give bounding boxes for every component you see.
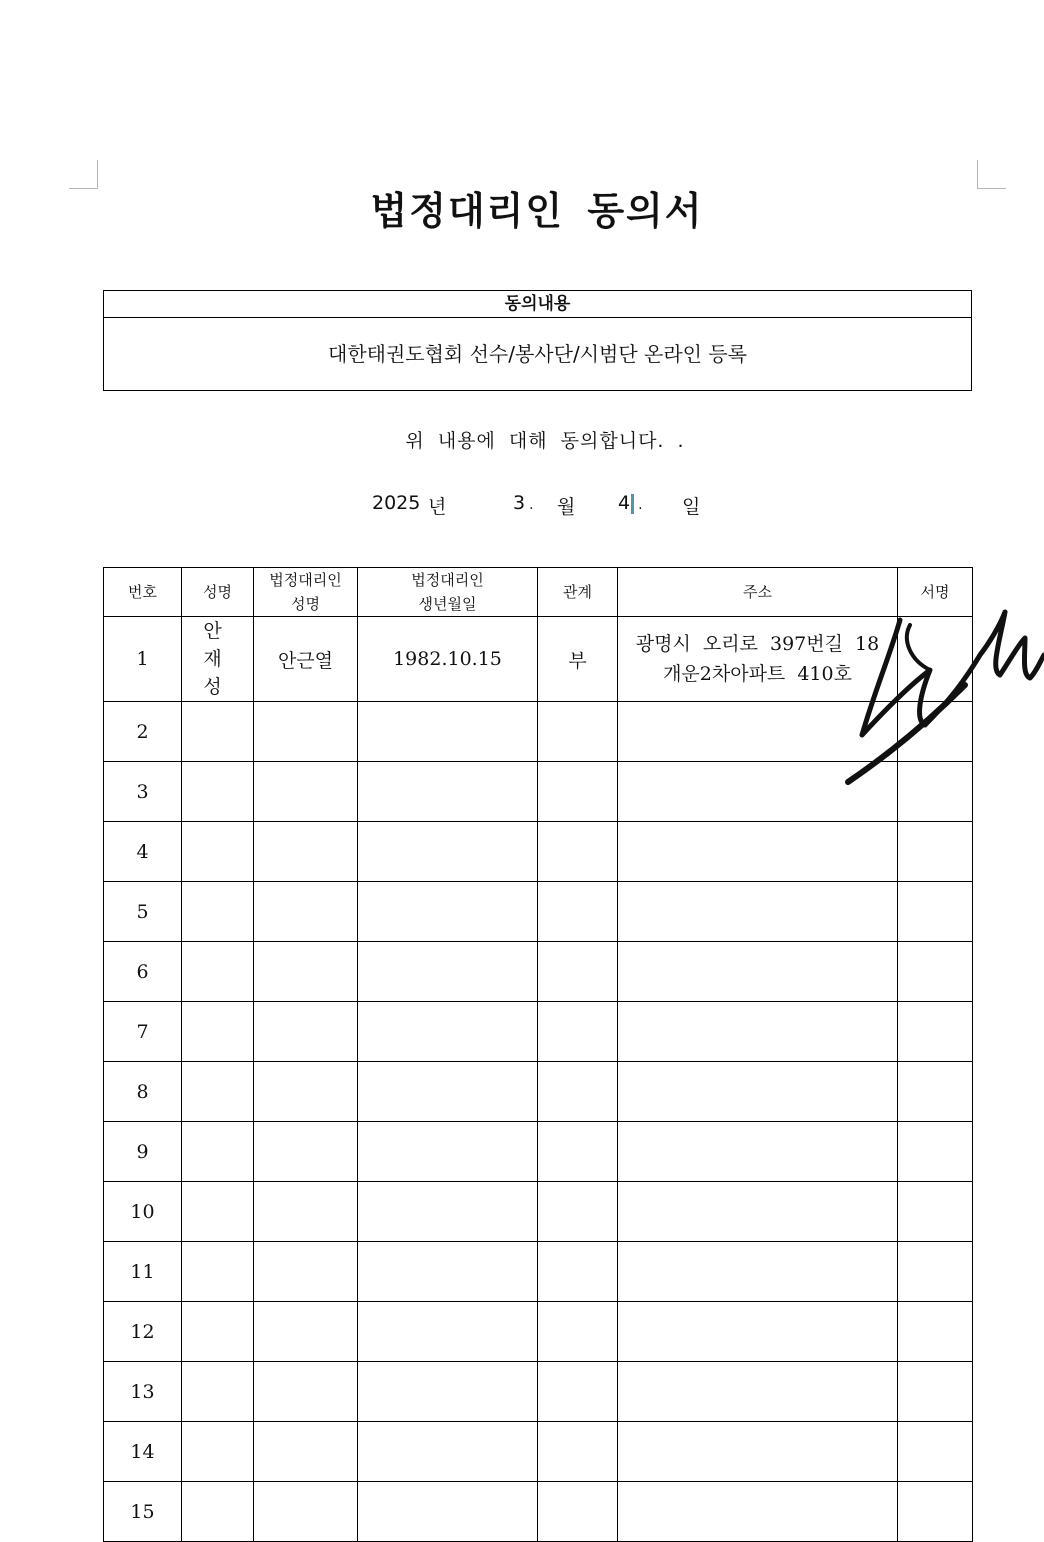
guardian-birth-cell[interactable] <box>358 1422 538 1482</box>
guardian-birth-cell[interactable] <box>358 1362 538 1422</box>
relation-cell[interactable] <box>538 1122 618 1182</box>
table-row <box>104 1062 973 1122</box>
table-row <box>104 1482 973 1542</box>
table-header-row <box>104 568 973 617</box>
text-cursor <box>631 494 634 514</box>
table-row <box>104 1242 973 1302</box>
signature-cell[interactable] <box>898 1302 973 1362</box>
table-row <box>104 1122 973 1182</box>
consent-box <box>103 290 972 391</box>
name-cell[interactable]: 안 재 성 <box>182 617 254 702</box>
header-guardian-birth: 법정대리인 생년월일 <box>358 568 538 617</box>
signature-cell[interactable] <box>898 1422 973 1482</box>
row-number: 14 <box>104 1422 182 1482</box>
row-number: 6 <box>104 942 182 1002</box>
address-cell[interactable] <box>618 882 898 942</box>
header-name: 성명 <box>182 568 254 617</box>
date-month-dot: . <box>529 497 534 513</box>
table-row <box>104 1182 973 1242</box>
address-cell[interactable] <box>618 822 898 882</box>
row-number: 9 <box>104 1122 182 1182</box>
relation-cell[interactable] <box>538 762 618 822</box>
date-day-dot: . <box>638 497 643 513</box>
consent-header: 동의내용 <box>104 291 971 318</box>
name-cell[interactable] <box>182 762 254 822</box>
header-address: 주소 <box>618 568 898 617</box>
row-number: 5 <box>104 882 182 942</box>
table-row <box>104 762 973 822</box>
date-day-unit: 일 <box>682 496 701 518</box>
relation-cell[interactable] <box>538 1182 618 1242</box>
name-cell[interactable] <box>182 1422 254 1482</box>
address-cell[interactable] <box>618 1422 898 1482</box>
header-number: 번호 <box>104 568 182 617</box>
signature-cell[interactable] <box>898 1002 973 1062</box>
guardian-registry-table <box>103 567 973 1542</box>
address-cell[interactable] <box>618 702 898 762</box>
date-month-unit: 월 <box>557 496 576 518</box>
address-cell[interactable] <box>618 1002 898 1062</box>
table-row <box>104 942 973 1002</box>
guardian-birth-cell[interactable] <box>358 1062 538 1122</box>
table-row <box>104 1362 973 1422</box>
relation-cell[interactable] <box>538 702 618 762</box>
table-row <box>104 1002 973 1062</box>
relation-cell[interactable] <box>538 822 618 882</box>
signature-cell[interactable] <box>898 882 973 942</box>
signature-cell[interactable] <box>898 1242 973 1302</box>
signature-cell[interactable] <box>898 1062 973 1122</box>
name-cell[interactable] <box>182 1302 254 1362</box>
address-cell[interactable] <box>618 1302 898 1362</box>
guardian-birth-cell[interactable] <box>358 1122 538 1182</box>
name-cell[interactable] <box>182 1242 254 1302</box>
name-cell[interactable] <box>182 1122 254 1182</box>
guardian-birth-cell[interactable] <box>358 1002 538 1062</box>
guardian-birth-cell[interactable] <box>358 762 538 822</box>
signature-cell[interactable] <box>898 942 973 1002</box>
guardian-name-cell[interactable]: 안근열 <box>254 617 358 702</box>
relation-cell[interactable] <box>538 1482 618 1542</box>
guardian-name-cell[interactable] <box>254 1302 358 1362</box>
table-row <box>104 1302 973 1362</box>
guardian-birth-cell[interactable]: 1982.10.15 <box>358 617 538 702</box>
row-number: 15 <box>104 1482 182 1542</box>
relation-cell[interactable]: 부 <box>538 617 618 702</box>
header-signature: 서명 <box>898 568 973 617</box>
table-row <box>104 702 973 762</box>
table-row <box>104 882 973 942</box>
relation-cell[interactable] <box>538 1362 618 1422</box>
guardian-birth-cell[interactable] <box>358 1302 538 1362</box>
signature-cell[interactable] <box>898 822 973 882</box>
name-cell[interactable] <box>182 1062 254 1122</box>
row-number: 8 <box>104 1062 182 1122</box>
guardian-name-cell[interactable] <box>254 1122 358 1182</box>
relation-cell[interactable] <box>538 1002 618 1062</box>
address-cell[interactable] <box>618 1182 898 1242</box>
row-number: 4 <box>104 822 182 882</box>
guardian-birth-cell[interactable] <box>358 882 538 942</box>
relation-cell[interactable] <box>538 1242 618 1302</box>
name-cell[interactable] <box>182 1002 254 1062</box>
name-cell[interactable] <box>182 822 254 882</box>
signature-cell[interactable] <box>898 1482 973 1542</box>
guardian-name-cell[interactable] <box>254 1242 358 1302</box>
address-cell[interactable] <box>618 1242 898 1302</box>
guardian-name-cell[interactable] <box>254 1482 358 1542</box>
signature-cell[interactable] <box>898 702 973 762</box>
table-row <box>104 617 973 702</box>
name-cell[interactable] <box>182 942 254 1002</box>
address-cell[interactable] <box>618 942 898 1002</box>
table-row <box>104 1422 973 1482</box>
relation-cell[interactable] <box>538 1302 618 1362</box>
signature-cell[interactable] <box>898 617 973 702</box>
name-cell[interactable] <box>182 1482 254 1542</box>
signature-cell[interactable] <box>898 762 973 822</box>
address-cell[interactable] <box>618 1122 898 1182</box>
row-number: 7 <box>104 1002 182 1062</box>
guardian-birth-cell[interactable] <box>358 1242 538 1302</box>
guardian-name-cell[interactable] <box>254 1002 358 1062</box>
address-cell[interactable] <box>618 1362 898 1422</box>
guardian-name-cell[interactable] <box>254 882 358 942</box>
date-year[interactable]: 2025 <box>372 492 421 514</box>
relation-cell[interactable] <box>538 1062 618 1122</box>
row-number: 3 <box>104 762 182 822</box>
signature-cell[interactable] <box>898 1122 973 1182</box>
row-number: 13 <box>104 1362 182 1422</box>
guardian-name-cell[interactable] <box>254 822 358 882</box>
guardian-name-cell[interactable] <box>254 1422 358 1482</box>
guardian-name-cell[interactable] <box>254 1182 358 1242</box>
address-cell[interactable] <box>618 762 898 822</box>
guardian-name-cell[interactable] <box>254 942 358 1002</box>
guardian-birth-cell[interactable] <box>358 702 538 762</box>
guardian-name-cell[interactable] <box>254 702 358 762</box>
date-year-unit: 년 <box>428 496 447 518</box>
address-cell[interactable]: 광명시 오리로 397번길 18 개운2차아파트 410호 <box>618 617 898 702</box>
guardian-name-cell[interactable] <box>254 1362 358 1422</box>
row-number: 10 <box>104 1182 182 1242</box>
guardian-birth-cell[interactable] <box>358 1182 538 1242</box>
date-month[interactable]: 3 . <box>513 492 534 514</box>
guardian-name-cell[interactable] <box>254 1062 358 1122</box>
document-title: 법정대리인 동의서 <box>370 189 704 233</box>
guardian-birth-cell[interactable] <box>358 822 538 882</box>
guardian-name-cell[interactable] <box>254 762 358 822</box>
relation-cell[interactable] <box>538 1422 618 1482</box>
signature-cell[interactable] <box>898 1182 973 1242</box>
name-cell[interactable] <box>182 1182 254 1242</box>
name-cell[interactable] <box>182 882 254 942</box>
date-day[interactable]: 4 . <box>618 492 643 514</box>
row-number: 11 <box>104 1242 182 1302</box>
address-cell[interactable] <box>618 1062 898 1122</box>
agreement-statement: 위 내용에 대해 동의합니다. . <box>405 430 685 452</box>
guardian-birth-cell[interactable] <box>358 1482 538 1542</box>
header-relation: 관계 <box>538 568 618 617</box>
name-cell[interactable] <box>182 1362 254 1422</box>
guardian-birth-cell[interactable] <box>358 942 538 1002</box>
relation-cell[interactable] <box>538 882 618 942</box>
table-row <box>104 822 973 882</box>
relation-cell[interactable] <box>538 942 618 1002</box>
header-guardian-name: 법정대리인 성명 <box>254 568 358 617</box>
address-cell[interactable] <box>618 1482 898 1542</box>
signature-cell[interactable] <box>898 1362 973 1422</box>
name-cell[interactable] <box>182 702 254 762</box>
row-number: 2 <box>104 702 182 762</box>
consent-content: 대한태권도협회 선수/봉사단/시범단 온라인 등록 <box>328 342 747 366</box>
row-number: 12 <box>104 1302 182 1362</box>
row-number: 1 <box>104 617 182 702</box>
